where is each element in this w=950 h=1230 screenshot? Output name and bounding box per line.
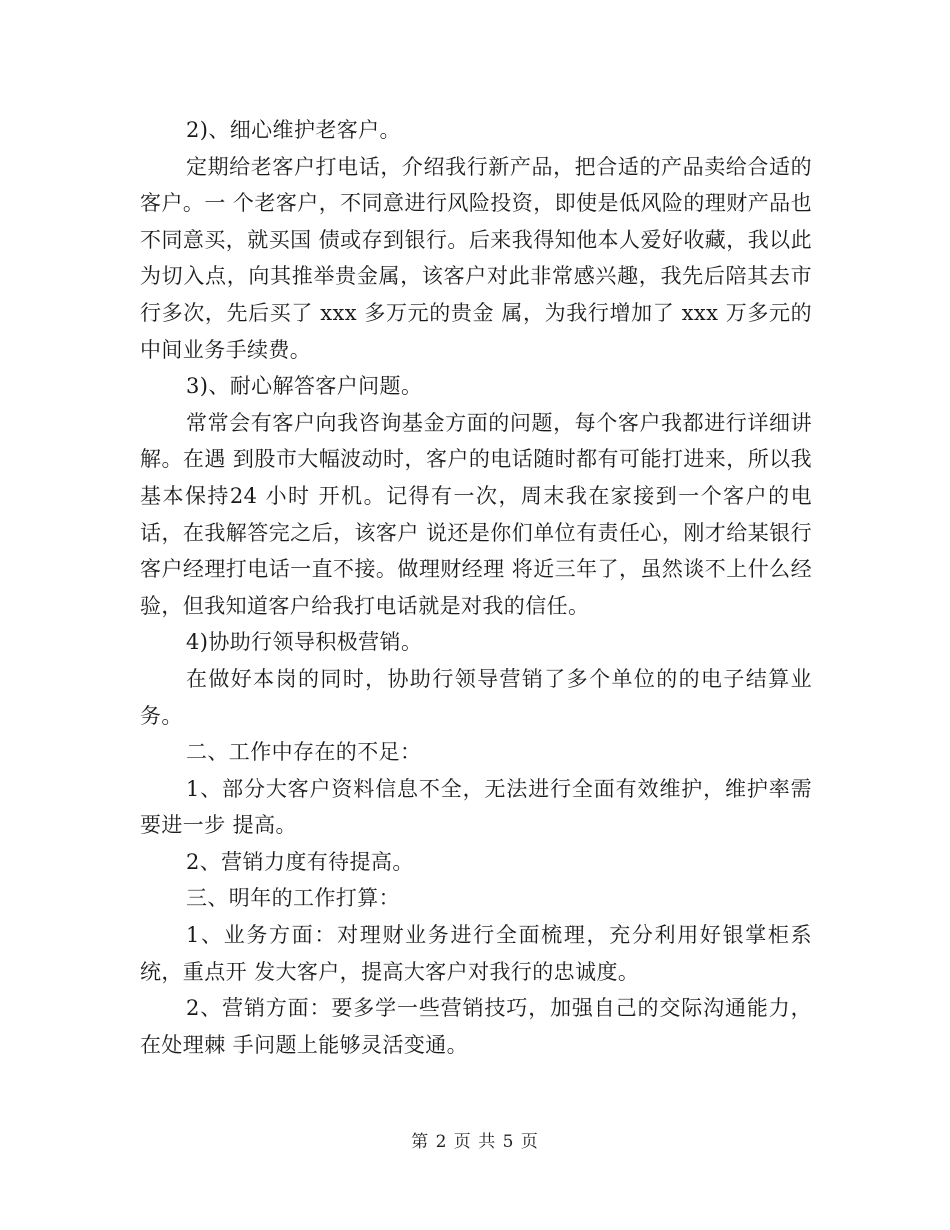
heading-shortcomings: 二、工作中存在的不足：: [186, 740, 422, 765]
paragraph-old-customer-story: 定期给老客户打电话，介绍我行新产品，把合适的产品卖给合适的客户。一 个老客户，不同意进行风险投资，即使是低风险的理财产品也不同意买，就买国 债或存到银行。后来我得知他本人爱好收藏，我以此为切入点，向其推举贵金属，该客户对此非常感兴趣，我先后陪其去市行多次，先后买了 xxx 多万元的贵金 属，为我行增加了 xxx 万多元的中间业务手续费。: [140, 154, 812, 362]
paragraph-e-settlement: 在做好本岗的同时，协助行领导营销了多个单位的的电子结算业务。: [140, 666, 812, 728]
heading-maintain-old-customers: 2)、细心维护老客户。: [186, 118, 401, 142]
document-body: [140, 112, 812, 1063]
paragraph-shortcoming-2: 2、营销力度有待提高。: [186, 849, 414, 874]
paragraph-fund-consulting: 常常会有客户向我咨询基金方面的问题，每个客户我都进行详细讲解。在遇 到股市大幅波动时，客户的电话随时都有可能打进来，所以我基本保持24 小时 开机。记得有一次，周末我在家接到一个客户的电话，在我解答完之后，该客户 说还是你们单位有责任心，刚才给某银行客户经理打电话一直不接。做理财经理 将近三年了，虽然谈不上什么经验，但我知道客户给我打电话就是对我的信任。: [140, 410, 812, 618]
heading-next-year-plan: 三、明年的工作打算：: [186, 886, 400, 911]
heading-answer-questions: 3)、耐心解答客户问题。: [186, 374, 423, 399]
heading-assist-marketing: 4)协助行领导积极营销。: [186, 630, 423, 655]
paragraph-plan-business: 1、业务方面：对理财业务进行全面梳理，充分利用好银掌柜系统，重点开 发大客户，提高大客户对我行的忠诚度。: [140, 923, 812, 984]
paragraph-shortcoming-1: 1、部分大客户资料信息不全，无法进行全面有效维护，维护率需要进一步 提高。: [140, 776, 812, 838]
page-number-footer: 第 2 页 共 5 页: [411, 1132, 539, 1152]
paragraph-plan-marketing: 2、营销方面：要多学一些营销技巧，加强自己的交际沟通能力，在处理棘 手问题上能够灵活变通。: [140, 996, 812, 1057]
